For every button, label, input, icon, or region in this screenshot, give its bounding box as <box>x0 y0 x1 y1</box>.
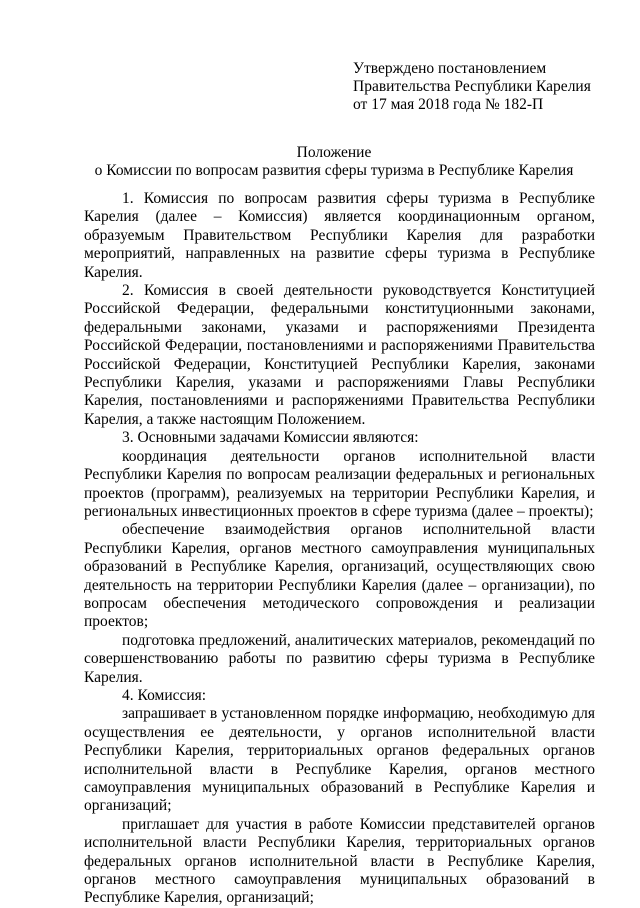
paragraph-9: приглашает для участия в работе Комиссии представителей органов исполнительной власти Республики Карелия, территориальных органов федеральных органов исполнительной власти в Республике Карелия, органов местного самоуправления муниципальных образований в Республике Карелия, организаций; <box>84 815 595 907</box>
paragraph-8: запрашивает в установленном порядке информацию, необходимую для осуществления ее деятельности, у органов исполнительной власти Республики Карелия, территориальных органов федеральных органов исполнительной власти в Республике Карелия, органов местного самоуправления муниципальных образований в Республике Карелия и организаций; <box>84 705 595 815</box>
approval-line-1: Утверждено постановлением <box>353 60 547 77</box>
document-body <box>84 190 595 908</box>
paragraph-1: 1. Комиссия по вопросам развития сферы туризма в Республике Карелия (далее – Комиссия) является координационным органом, образуемым Правительством Республики Карелия для разработки мероприятий, направленных на развитие сферы туризма в Республике Карелия. <box>84 190 595 281</box>
title-heading: Положение <box>296 144 372 161</box>
title-subheading: о Комиссии по вопросам развития сферы туризма в Республике Карелия <box>94 162 574 179</box>
approval-line-3: от 17 мая 2018 года № 182-П <box>353 96 544 113</box>
approval-stamp <box>353 60 613 114</box>
paragraph-4: координация деятельности органов исполнительной власти Республики Карелия по вопросам реализации федеральных и региональных проектов (программ), реализуемых на территории Республики Карелия, и региональных инвестиционных проектов в сфере туризма (далее – проекты); <box>84 447 595 520</box>
paragraph-2: 2. Комиссия в своей деятельности руководствуется Конституцией Российской Федерации, федеральными конституционными законами, федеральными законами, указами и распоряжениями Президента Российской Федерации, постановлениями и распоряжениями Правительства Российской Федерации, Конституцией Республики Карелия, законами Республики Карелия, указами и распоряжениями Главы Республики Карелия, постановлениями и распоряжениями Правительства Республики Карелия, а также настоящим Положением. <box>84 282 595 428</box>
paragraph-6: подготовка предложений, аналитических материалов, рекомендаций по совершенствованию работы по развитию сферы туризма в Республике Карелия. <box>84 631 595 686</box>
paragraph-3: 3. Основными задачами Комиссии являются: <box>122 429 419 447</box>
paragraph-7: 4. Комиссия: <box>122 686 207 704</box>
document-title <box>84 144 584 180</box>
paragraph-5: обеспечение взаимодействия органов исполнительной власти Республики Карелия, органов местного самоуправления муниципальных образований в Республике Карелия, организаций, осуществляющих свою деятельность на территории Республики Карелия (далее – организации), по вопросам обеспечения методического сопровождения и реализации проектов; <box>84 521 595 631</box>
approval-line-2: Правительства Республики Карелия <box>353 78 591 95</box>
